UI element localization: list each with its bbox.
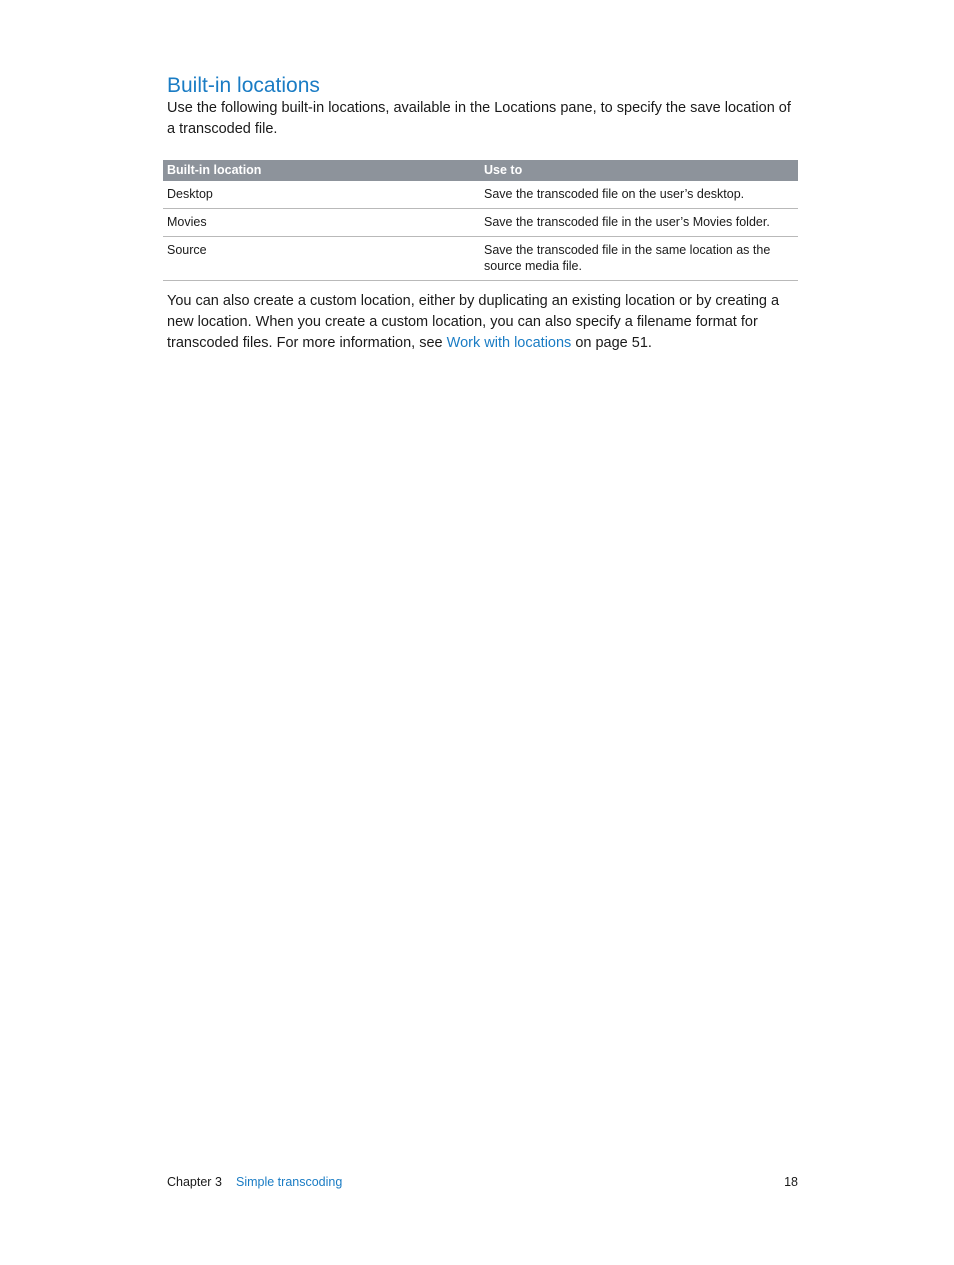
use-to-cell: Save the transcoded file in the user’s Movies folder. <box>480 209 798 237</box>
page-footer <box>167 1173 798 1191</box>
work-with-locations-link[interactable]: Work with locations <box>446 335 572 351</box>
paragraph-text-end: on page 51. <box>571 335 652 351</box>
use-to-cell: Save the transcoded file in the same location as the source media file. <box>480 237 798 281</box>
table-row <box>163 209 798 237</box>
built-in-locations-table <box>163 160 798 281</box>
section-heading: Built-in locations <box>167 74 320 97</box>
paragraph-text: You can also create a custom location, either by duplicating an existing location or by creating a new location. When you create a custom location, you can also specify a filename format for transcoded files. For more information, see <box>167 293 780 351</box>
page-number: 18 <box>784 1175 798 1189</box>
column-header-use-to: Use to <box>480 160 798 181</box>
table-header-row <box>163 160 798 181</box>
table-row <box>163 181 798 209</box>
custom-location-paragraph <box>167 291 797 354</box>
chapter-title-link[interactable]: Simple transcoding <box>236 1175 343 1189</box>
location-cell: Source <box>163 237 480 281</box>
location-cell: Movies <box>163 209 480 237</box>
use-to-cell: Save the transcoded file on the user’s desktop. <box>480 181 798 209</box>
intro-paragraph: Use the following built-in locations, available in the Locations pane, to specify the save location of a transcoded file. <box>167 100 791 137</box>
column-header-location: Built-in location <box>163 160 480 181</box>
table-row <box>163 237 798 281</box>
chapter-label: Chapter 3 <box>167 1175 222 1189</box>
location-cell: Desktop <box>163 181 480 209</box>
